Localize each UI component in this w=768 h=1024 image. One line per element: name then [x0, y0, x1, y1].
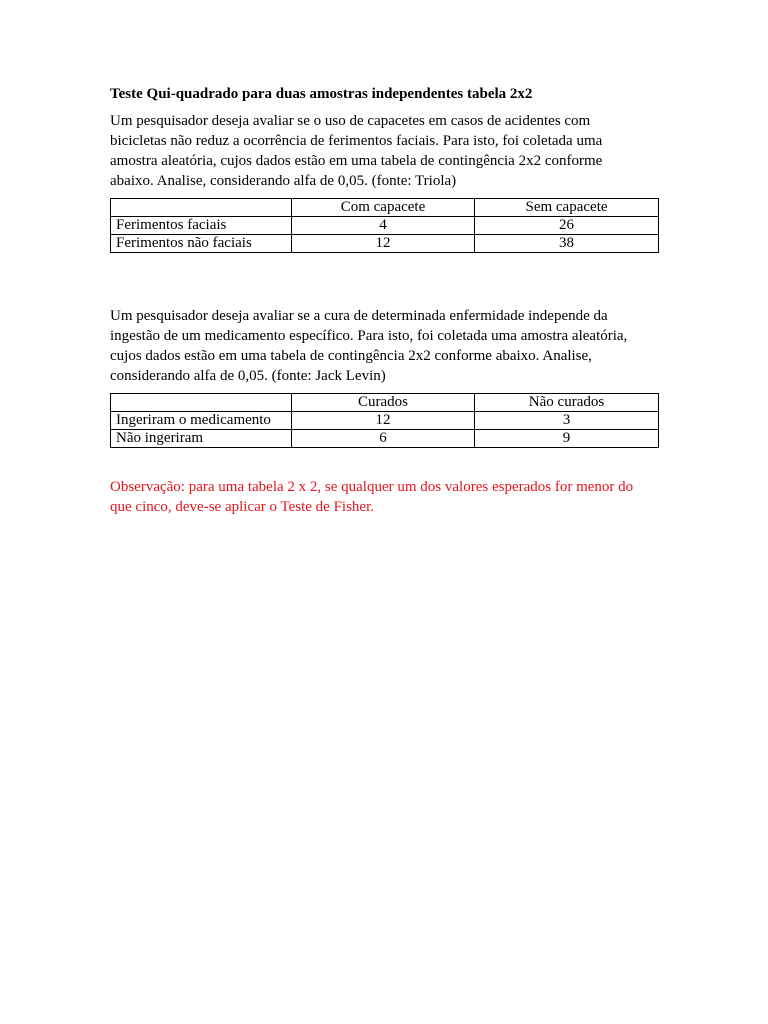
table-header-row — [111, 394, 659, 412]
table-header-cell: Sem capacete — [475, 199, 659, 217]
table-row-label: Ferimentos não faciais — [111, 235, 292, 253]
table-row-label: Não ingeriram — [111, 430, 292, 448]
table-header-cell — [111, 199, 292, 217]
problem2-line: Um pesquisador deseja avaliar se a cura de determinada enfermidade independe da — [110, 308, 608, 324]
problem2-line: cujos dados estão em uma tabela de contingência 2x2 conforme abaixo. Analise, — [110, 348, 592, 364]
table-row — [111, 217, 659, 235]
problem2-line: ingestão de um medicamento específico. Para isto, foi coletada uma amostra aleatória, — [110, 328, 628, 344]
fisher-note — [110, 477, 658, 517]
note-line: Observação: para uma tabela 2 x 2, se qualquer um dos valores esperados for menor do — [110, 479, 634, 495]
note-line: que cinco, deve-se aplicar o Teste de Fisher. — [110, 499, 374, 515]
problem2-text — [110, 306, 658, 386]
contingency-table-helmets — [110, 198, 659, 253]
table-header-row — [111, 199, 659, 217]
table-cell: 6 — [292, 430, 475, 448]
table-row — [111, 430, 659, 448]
table-cell: 12 — [292, 412, 475, 430]
problem1-line: bicicletas não reduz a ocorrência de ferimentos faciais. Para isto, foi coletada uma — [110, 133, 603, 149]
contingency-table-medication — [110, 393, 659, 448]
problem1-text — [110, 111, 658, 191]
problem2-line: considerando alfa de 0,05. (fonte: Jack Levin) — [110, 368, 386, 384]
table-cell: 9 — [475, 430, 659, 448]
table-header-cell: Curados — [292, 394, 475, 412]
table-cell: 3 — [475, 412, 659, 430]
table-header-cell: Não curados — [475, 394, 659, 412]
table-cell: 12 — [292, 235, 475, 253]
table-row-label: Ingeriram o medicamento — [111, 412, 292, 430]
problem1-line: Um pesquisador deseja avaliar se o uso de capacetes em casos de acidentes com — [110, 113, 591, 129]
table-cell: 38 — [475, 235, 659, 253]
document-page — [110, 84, 658, 517]
table-header-cell — [111, 394, 292, 412]
table-cell: 4 — [292, 217, 475, 235]
table-cell: 26 — [475, 217, 659, 235]
document-title: Teste Qui-quadrado para duas amostras independentes tabela 2x2 — [110, 86, 533, 102]
table-row — [111, 235, 659, 253]
problem1-line: amostra aleatória, cujos dados estão em uma tabela de contingência 2x2 conforme — [110, 153, 603, 169]
table-row — [111, 412, 659, 430]
problem1-line: abaixo. Analise, considerando alfa de 0,05. (fonte: Triola) — [110, 173, 457, 189]
table-row-label: Ferimentos faciais — [111, 217, 292, 235]
table-header-cell: Com capacete — [292, 199, 475, 217]
